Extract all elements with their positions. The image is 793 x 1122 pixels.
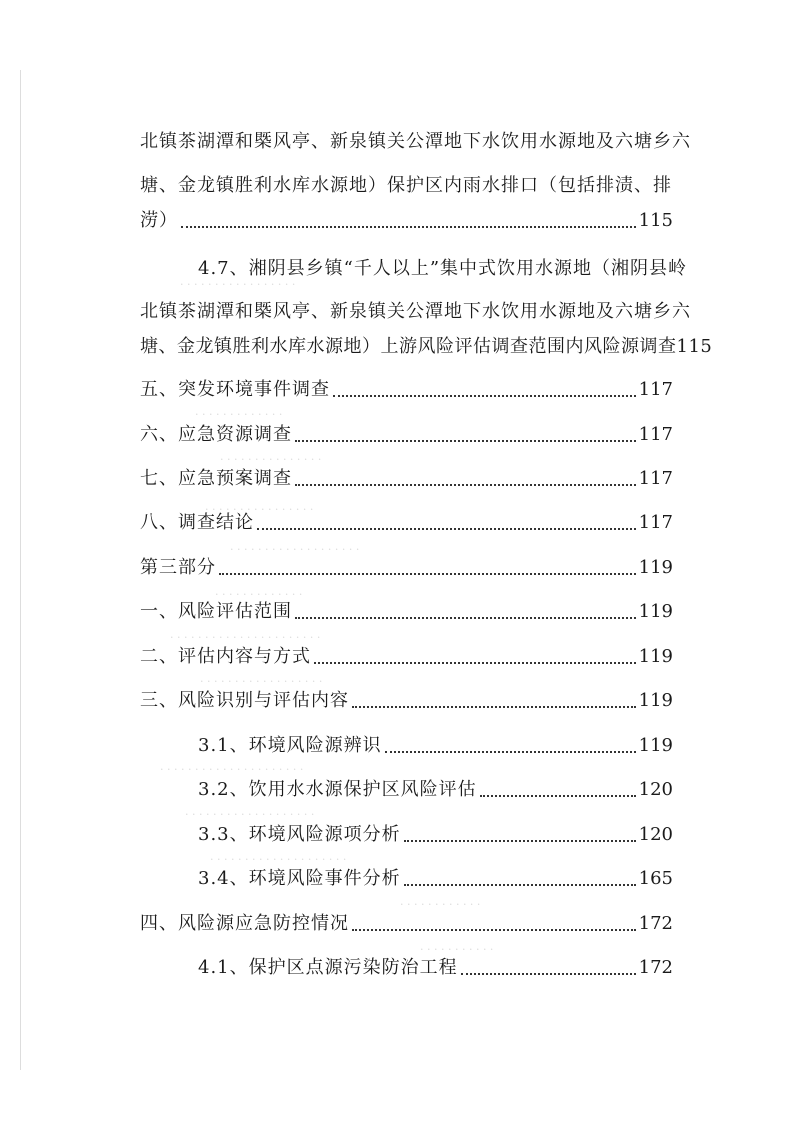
toc-leader [404,840,636,842]
toc-entry-3[interactable] [140,688,673,714]
toc-leader [461,973,636,975]
entry-46-line-1: 北镇茶湖潭和槩风亭、新泉镇关公潭地下水饮用水源地及六塘乡六 [140,131,691,152]
toc-page-number: 120 [638,824,673,845]
show-through-text: . . . . . . . . . . . . [400,895,481,908]
toc-page-number: 117 [638,512,673,533]
show-through-text: . . . . . . . . . . . [420,940,494,953]
toc-entry-5[interactable] [140,377,673,403]
show-through-text: . . . . . . . . . . . . . . . . . . . . . . [170,628,321,641]
toc-page-number: 120 [638,779,673,800]
show-through-text: . . . . . . . . . . . . . . . . . [180,275,296,288]
toc-entry-4[interactable] [140,911,673,937]
toc-leader [385,751,636,753]
show-through-text: . . . . . . . . . . . . . . . . . . . . . [160,760,304,773]
toc-entry-3-1[interactable] [198,733,673,759]
show-through-text: . . . . . . . . . . . . . . . . . . . [185,805,315,818]
toc-leader [314,662,636,664]
toc-page-number: 117 [638,424,673,445]
toc-leader [404,884,636,886]
toc-page-number: 165 [638,868,673,889]
toc-leader [295,617,636,619]
toc-entry-text: 3.4、环境风险事件分析 [198,868,401,889]
toc-page-number: 119 [638,557,673,578]
toc-entry-text: 四、风险源应急防控情况 [140,913,349,934]
toc-entry-text: 三、风险识别与评估内容 [140,690,349,711]
show-through-text: . . . . . . . . . . . . . . . . . . [200,672,323,685]
toc-entry-8[interactable] [140,510,673,536]
toc-entry-text: 3.2、饮用水水源保护区风险评估 [198,779,477,800]
toc-page-number: 119 [638,601,673,622]
toc-leader [480,795,636,797]
toc-leader [295,484,636,486]
toc-entry-text: 一、风险评估范围 [140,601,292,622]
toc-page-number: 172 [638,913,673,934]
entry-47-line-2: 北镇茶湖潭和槩风亭、新泉镇关公潭地下水饮用水源地及六塘乡六 [140,301,691,322]
toc-leader [257,528,636,530]
toc-entry-2[interactable] [140,644,673,670]
toc-entry-text: 第三部分 [140,557,216,578]
entry-47-line-3[interactable]: 塘、金龙镇胜利水库水源地）上游风险评估调查范围内风险源调查115 [140,336,713,357]
show-through-text: . . . . . . . . . . . . . [195,405,283,418]
entry-46-line-2: 塘、金龙镇胜利水库水源地）保护区内雨水排口（包括排渍、排 [140,175,672,196]
toc-entry-7[interactable] [140,466,673,492]
toc-page-number: 119 [638,646,673,667]
toc-entry-text: 4.1、保护区点源污染防治工程 [198,957,458,978]
toc-entry-text: 八、调查结论 [140,512,254,533]
toc-entry-4-6[interactable] [140,208,673,234]
toc-entry-text: 3.1、环境风险源辨识 [198,735,382,756]
toc-leader [352,706,636,708]
show-through-text: . . . . . . . . . . . . . . . [220,450,322,463]
toc-entry-text: 涝） [140,210,178,231]
toc-page-number: 115 [638,210,673,231]
toc-entry-3-3[interactable] [198,822,673,848]
toc-entry-3-2[interactable] [198,777,673,803]
toc-leader [333,395,636,397]
toc-leader [352,929,636,931]
toc-page-number: 119 [638,690,673,711]
toc-page-number: 117 [638,468,673,489]
toc-entry-1[interactable] [140,599,673,625]
show-through-text: . . . . . . . . . . . . . . . . [205,500,314,513]
toc-entry-text: 二、评估内容与方式 [140,646,311,667]
show-through-text: . . . . . . . . . . . . . . . . . . . [230,540,360,553]
toc-page-number: 119 [638,735,673,756]
toc-entry-6[interactable] [140,422,673,448]
toc-page-number: 117 [638,379,673,400]
toc-entry-text: 六、应急资源调查 [140,424,292,445]
toc-page-number: 172 [638,957,673,978]
toc-entry-text: 五、突发环境事件调查 [140,379,330,400]
toc-entry-text: 七、应急预案调查 [140,468,292,489]
entry-47-line-1: 4.7、湘阴县乡镇“千人以上”集中式饮用水源地（湘阴县岭 [198,258,688,279]
show-through-text: . . . . . . . . . . . . . . . . . . . . [210,850,347,863]
toc-leader [295,440,636,442]
toc-leader [219,573,636,575]
toc-leader [181,226,636,228]
toc-entry-text: 3.3、环境风险源项分析 [198,824,401,845]
toc-entry-part-3[interactable] [140,555,673,581]
show-through-text: . . . . . . . . . . . . . [215,585,303,598]
toc-entry-3-4[interactable] [198,866,673,892]
toc-entry-4-1[interactable] [198,955,673,981]
